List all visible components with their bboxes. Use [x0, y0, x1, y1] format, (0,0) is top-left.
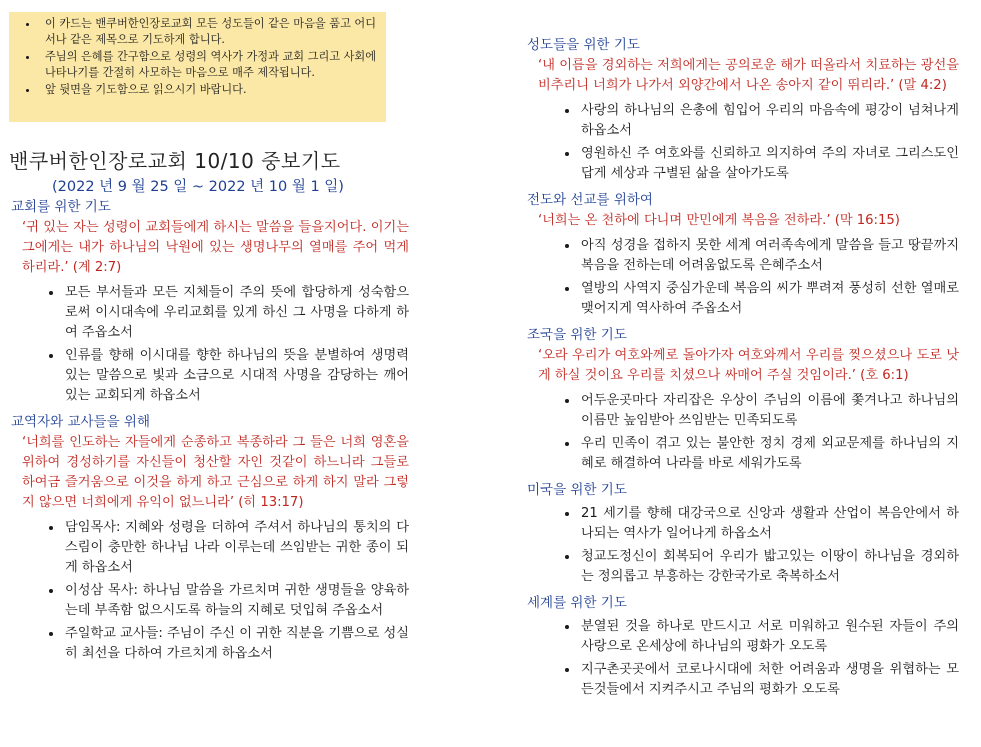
- prayer-item: • 영원하신 주 여호와를 신뢰하고 의지하여 주의 자녀로 그리스도인답게 세상과 구별된 삶을 살아가도록: [579, 143, 959, 184]
- prayer-item: • 주일학교 교사들: 주님이 주신 이 귀한 직분을 기쁨으로 성실히 최선을 다하여 가르치게 하옵소서: [63, 623, 409, 664]
- prayer-item: • 인류를 향해 이시대를 향한 하나님의 뜻을 분별하여 생명력있는 말씀으로 빛과 소금으로 시대적 사명을 감당하는 깨어있는 교회되게 하옵소서: [63, 345, 409, 406]
- section-heading: 교역자와 교사들을 위해: [11, 414, 150, 430]
- section-world: [527, 593, 959, 700]
- prayer-item: • 지구촌곳곳에서 코로나시대에 처한 어려움과 생명을 위협하는 모든것들에서 지켜주시고 주님의 평화가 오도록: [579, 659, 959, 700]
- section-heading: 세계를 위한 기도: [527, 595, 627, 611]
- section-ministers: [11, 412, 409, 664]
- section-verse: ‘내 이름을 경외하는 저희에게는 공의로운 해가 떠올라서 치료하는 광선을 비추리니 너희가 나가서 외양간에서 나온 송아지 같이 뛰리라.’ (말 4:2): [538, 58, 959, 93]
- prayer-list: [527, 390, 959, 474]
- prayer-item: • 이성삼 목사: 하나님 말씀을 가르치며 귀한 생명들을 양육하는데 부족함 없으시도록 하늘의 지혜로 덧입혀 주옵소서: [63, 580, 409, 621]
- prayer-list: [11, 517, 409, 664]
- section-usa: [527, 480, 959, 587]
- section-members: [527, 35, 959, 184]
- section-heading: 미국을 위한 기도: [527, 482, 627, 498]
- section-heading: 성도들을 위한 기도: [527, 37, 640, 53]
- prayer-item: • 21 세기를 향해 대강국으로 신앙과 생활과 산업이 복음안에서 하나되는 역사가 일어나게 하옵소서: [579, 503, 959, 544]
- prayer-item: • 담임목사: 지혜와 성령을 더하여 주셔서 하나님의 통치의 다스림이 충만한 하나님 나라 이루는데 쓰임받는 귀한 종이 되게 하옵소서: [63, 517, 409, 578]
- section-heading: 교회를 위한 기도: [11, 199, 111, 215]
- prayer-item: • 아직 성경을 접하지 못한 세계 여러족속에게 말씀을 들고 땅끝까지 복음을 전하는데 어려움없도록 은혜주소서: [579, 235, 959, 276]
- section-verse: ‘너희를 인도하는 자들에게 순종하고 복종하라 그 들은 너희 영혼을 위하여 경성하기를 자신들이 청산할 자인 것같이 하느니라 그들로 하여금 즐거움으로 이것을 하게 하고 근심으로 하게 하지 말라 그렇지 않으면 너희에게 유익이 없느니라’ (히 13:17): [22, 435, 409, 510]
- prayer-list: [527, 235, 959, 319]
- section-heading: 전도와 선교를 위하여: [527, 192, 653, 208]
- prayer-item: • 어두운곳마다 자리잡은 우상이 주님의 이름에 쫓겨나고 하나님의 이름만 높임받아 쓰임받는 민족되도록: [579, 390, 959, 431]
- section-verse: ‘귀 있는 자는 성령이 교회들에게 하시는 말씀을 들을지어다. 이기는 그에게는 내가 하나님의 낙원에 있는 생명나무의 열매를 주어 먹게 하리라.’ (계 2:7): [22, 220, 409, 275]
- notice-list: [17, 16, 380, 98]
- notice-item: • 앞 뒷면을 기도함으로 읽으시기 바랍니다.: [39, 82, 380, 98]
- prayer-item: • 분열된 것을 하나로 만드시고 서로 미워하고 원수된 자들이 주의 사랑으로 온세상에 하나님의 평화가 오도록: [579, 616, 959, 657]
- prayer-item: • 청교도정신이 회복되어 우리가 밟고있는 이땅이 하나님을 경외하는 정의롭고 부흥하는 강한국가로 축복하소서: [579, 546, 959, 587]
- notice-item: • 주님의 은혜를 간구함으로 성령의 역사가 가정과 교회 그리고 사회에 나타나기를 간절히 사모하는 마음으로 매주 제작됩니다.: [39, 49, 380, 81]
- section-church: [11, 197, 409, 406]
- notice-item: • 이 카드는 밴쿠버한인장로교회 모든 성도들이 같은 마음을 품고 어디서나 같은 제목으로 기도하게 합니다.: [39, 16, 380, 48]
- section-verse: ‘너희는 온 천하에 다니며 만민에게 복음을 전하라.’ (막 16:15): [538, 213, 900, 228]
- section-heading: 조국을 위한 기도: [527, 327, 627, 343]
- page-title: 밴쿠버한인장로교회 10/10 중보기도: [9, 149, 341, 173]
- prayer-item: • 우리 민족이 겪고 있는 불안한 정치 경제 외교문제를 하나님의 지혜로 해결하여 나라를 바로 세워가도록: [579, 433, 959, 474]
- prayer-item: • 사랑의 하나님의 은총에 힘입어 우리의 마음속에 평강이 넘쳐나게 하옵소서: [579, 100, 959, 141]
- prayer-item: • 모든 부서들과 모든 지체들이 주의 뜻에 합당하게 성숙함으로써 이시대속에 우리교회를 있게 하신 그 사명을 다하게 하여 주옵소서: [63, 282, 409, 343]
- prayer-list: [527, 503, 959, 587]
- right-column: [527, 35, 959, 706]
- prayer-list: [527, 616, 959, 700]
- section-homeland: [527, 325, 959, 474]
- prayer-list: [527, 100, 959, 184]
- notice-box: [9, 12, 386, 122]
- prayer-list: [11, 282, 409, 406]
- section-mission: [527, 190, 959, 319]
- section-verse: ‘오라 우리가 여호와께로 돌아가자 여호와께서 우리를 찢으셨으나 도로 낫게 하실 것이요 우리를 치셨으나 싸매어 주실 것임이라.’ (호 6:1): [538, 348, 959, 383]
- prayer-item: • 열방의 사역지 중심가운데 복음의 씨가 뿌려져 풍성히 선한 열매로 맺어지게 역사하여 주옵소서: [579, 278, 959, 319]
- date-range: (2022 년 9 월 25 일 ~ 2022 년 10 월 1 일): [52, 179, 344, 195]
- left-column: [11, 197, 409, 670]
